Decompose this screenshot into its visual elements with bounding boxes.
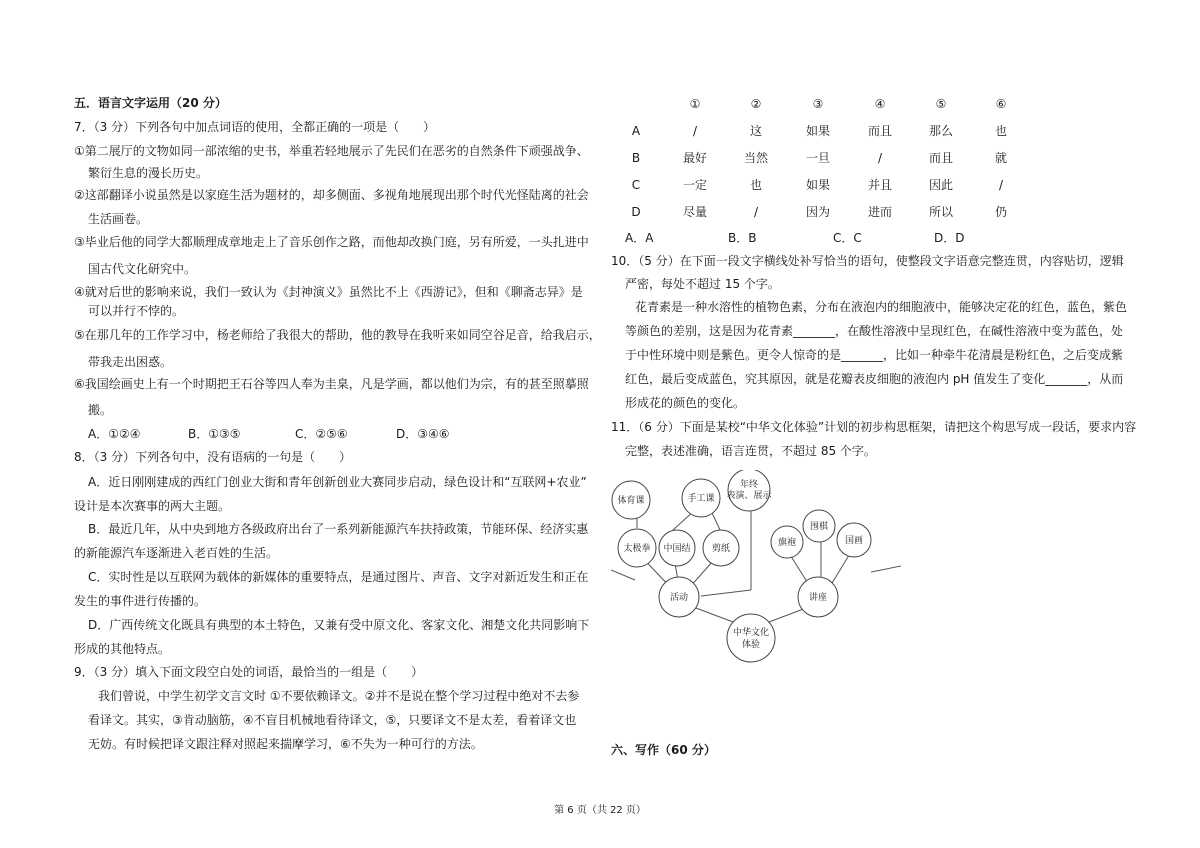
table-cell: 最好 bbox=[682, 151, 707, 165]
diagram-label-jianzhi: 剪纸 bbox=[711, 544, 731, 554]
q7-option-b: B．①③⑤ bbox=[188, 427, 241, 441]
table-row-label: A bbox=[631, 124, 641, 138]
q8-option-a-2: 设计是本次赛事的两大主题。 bbox=[74, 499, 231, 513]
q10-passage-3: 于中性环境中则是紫色。更令人惊奇的是_______，比如一种牵牛花清晨是粉红色，之后变成紫 bbox=[625, 348, 1124, 362]
table-row-label: C bbox=[631, 178, 641, 192]
q7-sentence-2-cont: 生活画卷。 bbox=[88, 212, 149, 226]
concept-map-diagram bbox=[611, 470, 901, 670]
q9-passage-1: 我们曾说，中学生初学文言文时 ①不要依赖译文。②并不是说在整个学习过程中绝对不去参 bbox=[98, 689, 580, 703]
q7-option-d: D．③④⑥ bbox=[396, 427, 450, 441]
q10-passage-4: 红色，最后变成蓝色，究其原因，就是花瓣表皮细胞的液泡内 pH 值发生了变化_______，从而 bbox=[625, 372, 1124, 386]
q8-option-c-2: 发生的事件进行传播的。 bbox=[74, 594, 207, 608]
q10-passage-2: 等颜色的差别，这是因为花青素_______，在酸性溶液中呈现红色，在碱性溶液中变为蓝色，处 bbox=[625, 324, 1124, 338]
q8-option-b-2: 的新能源汽车逐渐进入老百姓的生活。 bbox=[74, 546, 279, 560]
table-cell: 如果 bbox=[805, 178, 830, 192]
table-cell: / bbox=[692, 124, 698, 138]
q11-stem-1: 11．（6 分）下面是某校“中华文化体验”计划的初步构思框架，请把这个构思写成一段话，要求内容 bbox=[611, 420, 1137, 434]
q9-option-c: C．C bbox=[833, 231, 862, 245]
table-row-label: B bbox=[631, 151, 641, 165]
table-cell: 那么 bbox=[928, 124, 953, 138]
diagram-label-taiji: 太极拳 bbox=[623, 544, 651, 554]
table-cell: 进而 bbox=[867, 205, 892, 219]
q7-stem: 7．（3 分）下列各句中加点词语的使用，全都正确的一项是（ ） bbox=[74, 120, 436, 134]
table-header: ⑤ bbox=[935, 97, 947, 111]
diagram-label-huodong: 活动 bbox=[669, 593, 689, 603]
table-cell: 一旦 bbox=[805, 151, 830, 165]
table-cell: 而且 bbox=[928, 151, 953, 165]
diagram-label-weiqi: 围棋 bbox=[809, 522, 829, 532]
table-cell: 如果 bbox=[805, 124, 830, 138]
table-cell: 尽量 bbox=[682, 205, 707, 219]
diagram-label-nianzhong-1: 年终 bbox=[739, 480, 759, 490]
q7-sentence-1: ①第二展厅的文物如同一部浓缩的史书，举重若轻地展示了先民们在恶劣的自然条件下顽强战争、 bbox=[74, 144, 589, 158]
q8-option-d-1: D．广西传统文化既具有典型的本土特色，又兼有受中原文化、客家文化、湘楚文化共同影响下 bbox=[88, 618, 590, 632]
table-header: ③ bbox=[812, 97, 824, 111]
q10-passage-1: 花青素是一种水溶性的植物色素，分布在液泡内的细胞液中，能够决定花的红色，蓝色，紫色 bbox=[635, 300, 1128, 314]
q7-option-a: A．①②④ bbox=[88, 427, 141, 441]
q7-option-c: C．②⑤⑥ bbox=[295, 427, 348, 441]
diagram-label-shougong: 手工课 bbox=[687, 494, 715, 504]
q7-sentence-5: ⑤在那几年的工作学习中，杨老师给了我很大的帮助，他的教导在我听来如同空谷足音，给我启示， bbox=[74, 328, 601, 342]
diagram-label-guohua: 国画 bbox=[844, 536, 864, 546]
q10-stem-1: 10．（5 分）在下面一段文字横线处补写恰当的语句，使整段文字语意完整连贯，内容贴切，逻辑 bbox=[611, 254, 1124, 268]
q9-option-a: A．A bbox=[625, 231, 654, 245]
table-cell: 这 bbox=[749, 124, 762, 138]
diagram-label-center-1: 中华文化 bbox=[732, 628, 770, 638]
q7-sentence-2: ②这部翻译小说虽然是以家庭生活为题材的，却多侧面、多视角地展现出那个时代光怪陆离的社会 bbox=[74, 188, 589, 202]
q11-stem-2: 完整，表述准确，语言连贯，不超过 85 个字。 bbox=[625, 444, 876, 458]
table-cell: / bbox=[877, 151, 883, 165]
table-cell: 就 bbox=[994, 151, 1007, 165]
table-cell: 而且 bbox=[867, 124, 892, 138]
table-cell: / bbox=[753, 205, 759, 219]
q9-option-d: D．D bbox=[934, 231, 965, 245]
q7-sentence-3-cont: 国古代文化研究中。 bbox=[88, 262, 197, 276]
q10-passage-5: 形成花的颜色的变化。 bbox=[625, 396, 746, 410]
q7-sentence-4: ④就对后世的影响来说，我们一致认为《封神演义》虽然比不上《西游记》，但和《聊斋志异》是 bbox=[74, 285, 583, 299]
q7-sentence-1-cont: 繁衍生息的漫长历史。 bbox=[88, 166, 209, 180]
q9-passage-3: 无妨。有时候把译文跟注释对照起来揣摩学习，⑥不失为一种可行的方法。 bbox=[88, 737, 483, 751]
q7-sentence-3: ③毕业后他的同学大都顺理成章地走上了音乐创作之路，而他却改换门庭，另有所爱，一头扎进中 bbox=[74, 235, 589, 249]
q9-option-b: B．B bbox=[728, 231, 757, 245]
table-cell: 仍 bbox=[994, 205, 1007, 219]
diagram-label-zhongguojie: 中国结 bbox=[663, 544, 691, 554]
q7-sentence-6-cont: 搬。 bbox=[88, 403, 113, 417]
q8-stem: 8．（3 分）下列各句中，没有语病的一句是（ ） bbox=[74, 450, 352, 464]
q8-option-c-1: C．实时性是以互联网为载体的新媒体的重要特点，是通过图片、声音、文字对新近发生和正在 bbox=[88, 570, 589, 584]
diagram-label-center-2: 体验 bbox=[741, 640, 761, 650]
table-cell: 也 bbox=[749, 178, 762, 192]
table-cell: 因此 bbox=[928, 178, 953, 192]
table-header: ① bbox=[689, 97, 701, 111]
section-6-heading: 六、写作（60 分） bbox=[611, 743, 716, 757]
table-row-label: D bbox=[631, 205, 641, 219]
table-cell: 所以 bbox=[928, 205, 953, 219]
q7-sentence-6: ⑥我国绘画史上有一个时期把王石谷等四人奉为圭臬，凡是学画，都以他们为宗，有的甚至照摹照 bbox=[74, 377, 589, 391]
table-cell: 一定 bbox=[682, 178, 707, 192]
table-cell: 当然 bbox=[743, 151, 768, 165]
table-header: ② bbox=[750, 97, 762, 111]
q8-option-b-1: B．最近几年，从中央到地方各级政府出台了一系列新能源汽车扶持政策，节能环保、经济实惠 bbox=[88, 522, 589, 536]
q8-option-a-1: A．近日刚刚建成的西红门创业大街和青年创新创业大赛同步启动，绿色设计和“互联网+农业” bbox=[88, 475, 587, 489]
diagram-label-tiyu: 体育课 bbox=[617, 496, 645, 506]
q7-sentence-4-cont: 可以并行不悖的。 bbox=[88, 304, 185, 318]
diagram-node-center bbox=[727, 614, 775, 662]
table-cell: 并且 bbox=[867, 178, 892, 192]
page-footer: 第 6 页（共 22 页） bbox=[554, 805, 646, 816]
q9-stem: 9．（3 分）填入下面文段空白处的词语，最恰当的一组是（ ） bbox=[74, 665, 424, 679]
table-cell: 因为 bbox=[805, 205, 830, 219]
diagram-label-jiangzuo: 讲座 bbox=[808, 593, 828, 603]
table-cell: 也 bbox=[994, 124, 1007, 138]
q10-stem-2: 严密，每处不超过 15 个字。 bbox=[625, 277, 780, 291]
table-header: ⑥ bbox=[995, 97, 1007, 111]
table-cell: / bbox=[998, 178, 1004, 192]
q9-passage-2: 看译文。其实，③肯动脑筋，④不盲目机械地看待译文，⑤，只要译文不是太差，看着译文也 bbox=[88, 713, 577, 727]
q7-sentence-5-cont: 带我走出困惑。 bbox=[88, 355, 173, 369]
q8-option-d-2: 形成的其他特点。 bbox=[74, 642, 171, 656]
section-5-heading: 五．语言文字运用（20 分） bbox=[74, 96, 227, 110]
diagram-label-nianzhong-2: 表演、展示 bbox=[726, 491, 772, 501]
diagram-label-qipao: 旗袍 bbox=[777, 538, 797, 548]
q9-answer-table bbox=[611, 96, 1031, 226]
table-header: ④ bbox=[874, 97, 886, 111]
